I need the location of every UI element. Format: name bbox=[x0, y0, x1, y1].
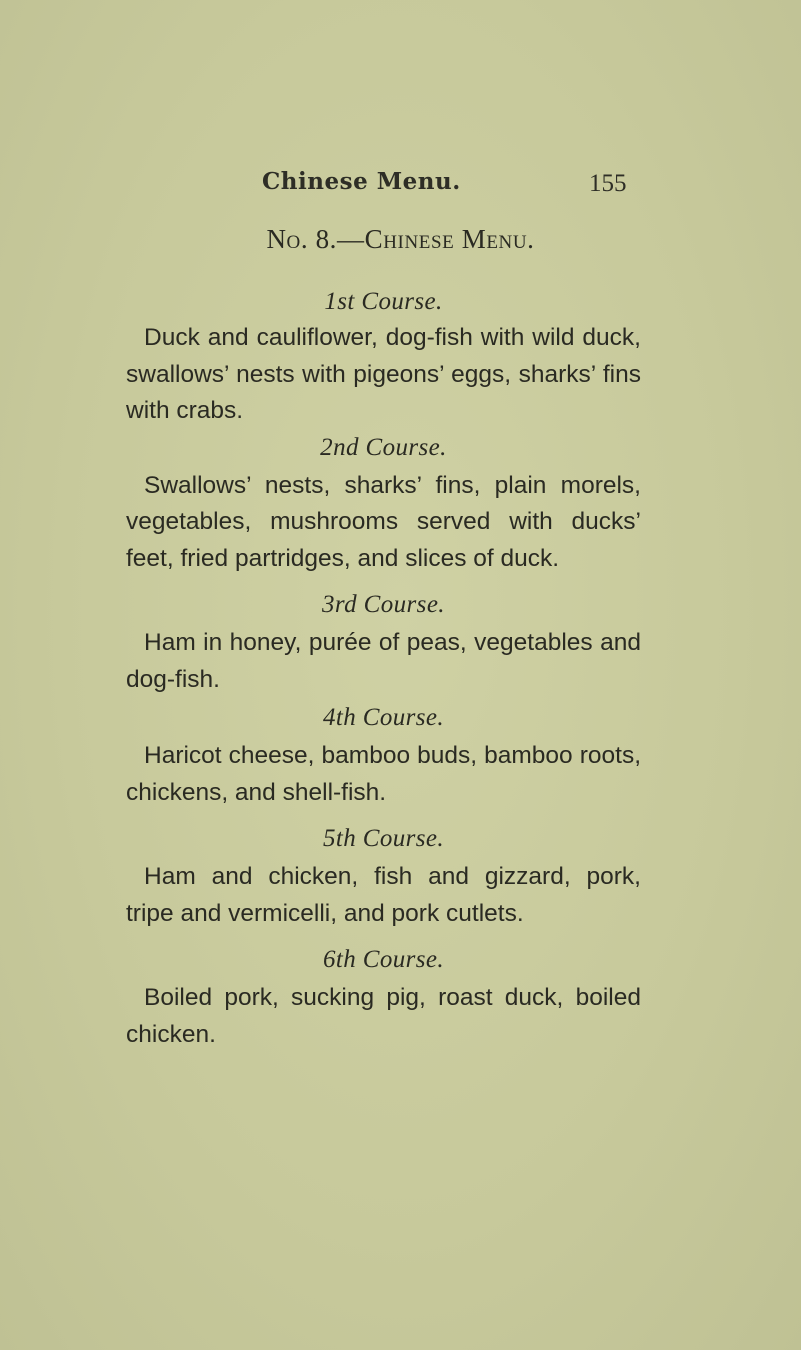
course-5 bbox=[126, 825, 641, 932]
course-list bbox=[126, 288, 641, 1053]
course-2 bbox=[126, 434, 641, 578]
course-heading: 6th Course. bbox=[322, 946, 445, 973]
course-dishes: Boiled pork, sucking pig, roast duck, boiled chicken. bbox=[126, 984, 641, 1048]
course-1 bbox=[126, 288, 641, 430]
course-heading: 2nd Course. bbox=[320, 433, 447, 461]
course-dishes: Ham in honey, purée of peas, vegetables and dog-fish. bbox=[126, 629, 641, 693]
running-head bbox=[0, 168, 801, 198]
course-6 bbox=[126, 946, 641, 1053]
course-dishes: Ham and chicken, fish and gizzard, pork, tripe and vermicelli, and pork cutlets. bbox=[126, 863, 641, 927]
course-4 bbox=[126, 704, 641, 811]
course-3 bbox=[126, 591, 641, 698]
course-dishes: Swallows’ nests, sharks’ fins, plain morels, vegetables, mushrooms served with ducks’ feet, fried partridges, and slices of duck. bbox=[126, 471, 641, 572]
page-number: 155 bbox=[589, 170, 627, 197]
course-heading: 5th Course. bbox=[322, 825, 445, 852]
menu-title: No. 8.—Chinese Menu. bbox=[266, 224, 535, 254]
course-dishes: Duck and cauliflower, dog-fish with wild duck, swallows’ nests with pigeons’ eggs, sharks’ fins with crabs. bbox=[126, 324, 641, 424]
course-dishes: Haricot cheese, bamboo buds, bamboo roots, chickens, and shell-fish. bbox=[126, 742, 641, 806]
course-heading: 4th Course. bbox=[322, 704, 445, 731]
running-title: Chinese Menu. bbox=[262, 168, 461, 195]
course-heading: 3rd Course. bbox=[322, 591, 445, 618]
course-heading: 1st Course. bbox=[324, 288, 443, 315]
